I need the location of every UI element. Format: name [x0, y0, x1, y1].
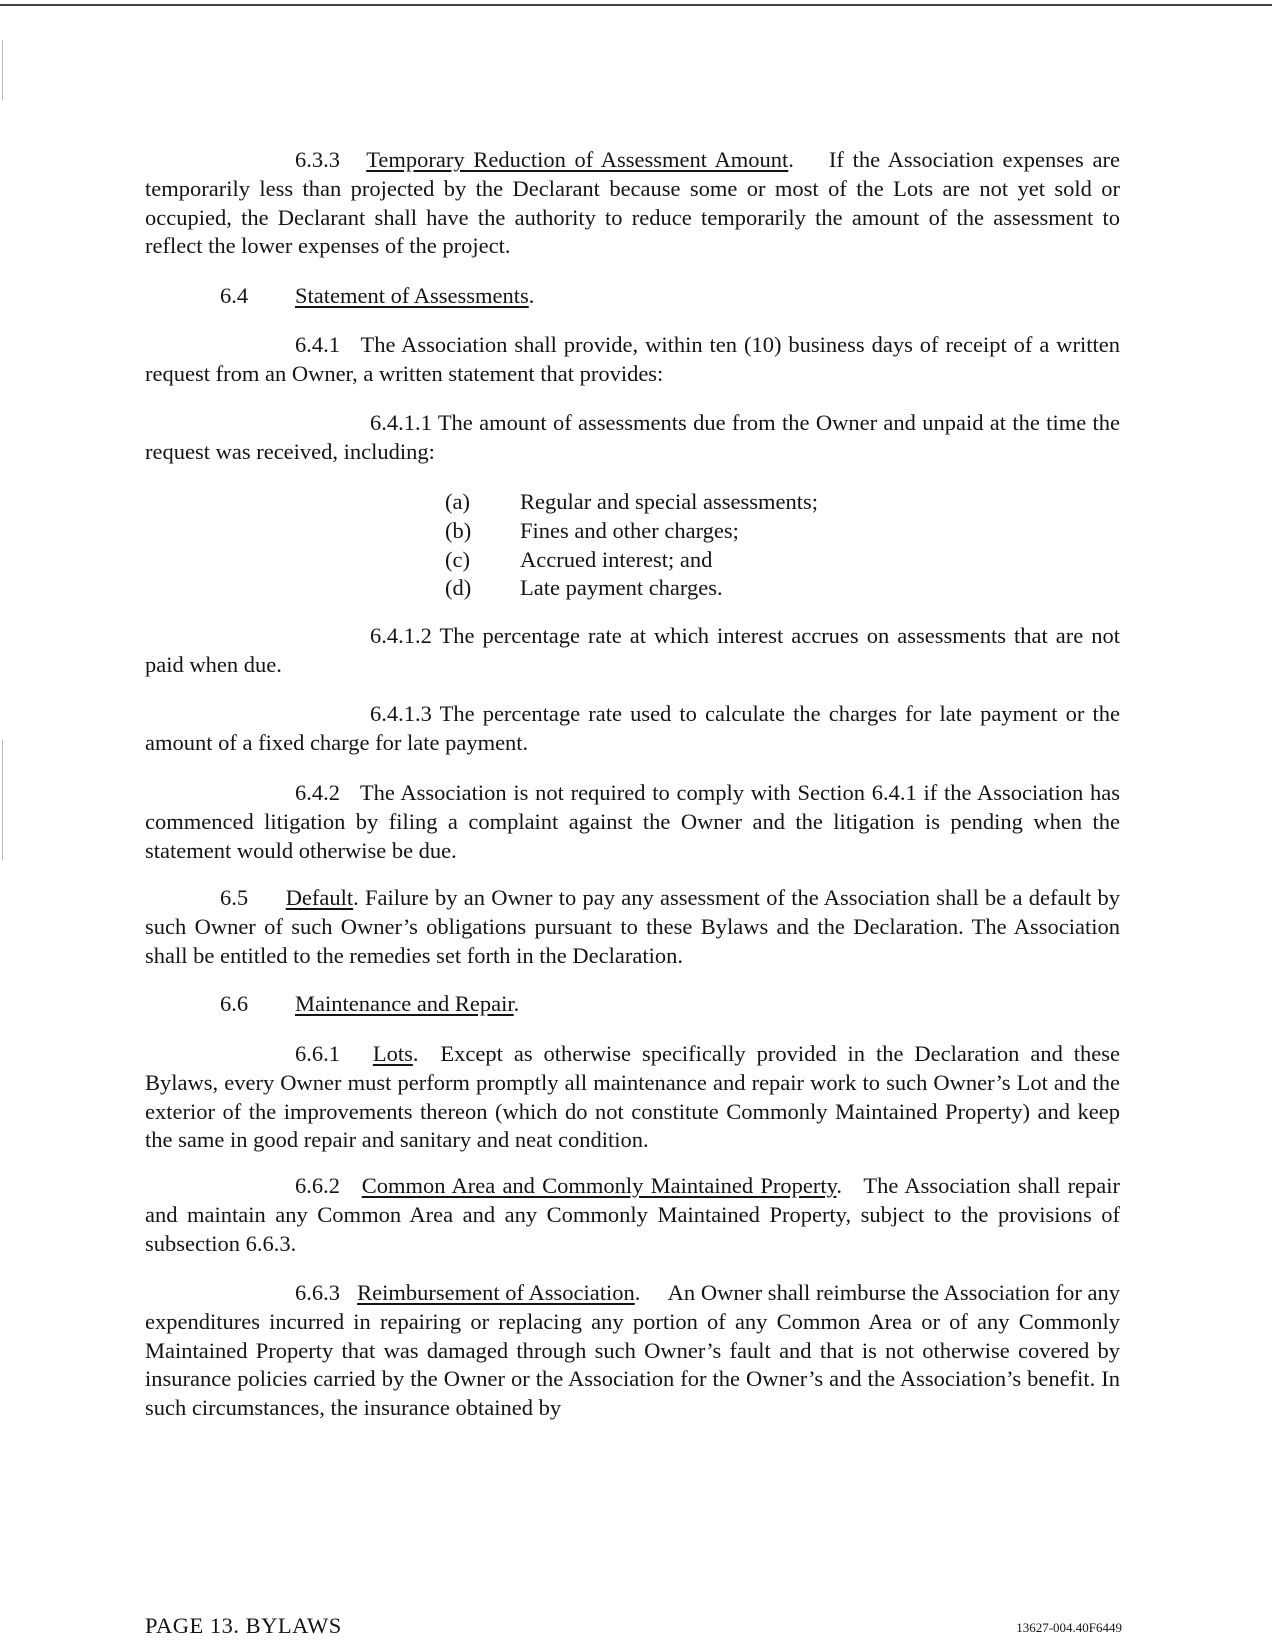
section-body: An Owner shall reimburse the Association for any expenditures incurred in repairing or replacing any portion of any Common Area or of any Commonly Maintained Property that was damaged through such Owner’s fault and that is not otherwise covered by insurance policies carried by the Owner or the Association for the Owner’s and the Association’s benefit. In such circumstances, the insurance obtained by — [145, 1280, 1121, 1421]
section-6-6-2 — [145, 1172, 1120, 1258]
paragraph — [145, 779, 1120, 865]
list-item-label: (d) — [445, 575, 472, 601]
section-number: 6.4.1 — [295, 332, 340, 357]
section-6-4-1 — [145, 331, 1120, 389]
section-6-5 — [145, 884, 1120, 970]
section-number: 6.4.1.2 — [370, 623, 432, 648]
section-number: 6.3.3 — [295, 147, 340, 172]
section-body: The Association shall repair and maintain any Common Area and any Commonly Maintained Property, subject to the provisions of subsection 6.6.3. — [145, 1173, 1121, 1256]
section-body: The percentage rate used to calculate the charges for late payment or the amount of a fixed charge for late payment. — [145, 701, 1121, 755]
section-6-3-3 — [145, 146, 1120, 261]
list-item-text: Accrued interest; and — [520, 546, 713, 572]
section-title: Statement of Assessments — [295, 283, 529, 308]
section-6-4-heading: 6.4 Statement of Assessments. — [220, 283, 535, 308]
page-footer-label: PAGE 13. BYLAWS — [145, 1613, 342, 1638]
section-6-4-1-1 — [145, 409, 1120, 467]
section-number: 6.4.1.1 — [370, 410, 432, 435]
section-6-4-1-3 — [145, 700, 1120, 758]
section-6-6-3 — [145, 1279, 1120, 1423]
paragraph: 6.6.1 Lots. Except as otherwise specifically provided in the Declaration and these Bylaws, every Owner must perform promptly all maintenance and repair work to such Owner’s Lot and the exterior of the improvements thereon (which do not constitute Commonly Maintained Property) and keep the same in good repair and sanitary and neat condition. — [145, 1041, 1120, 1153]
section-number: 6.4 — [220, 283, 249, 308]
scan-edge-left — [2, 740, 3, 860]
paragraph — [145, 622, 1120, 680]
list-item-text: Regular and special assessments; — [520, 489, 819, 514]
list-item-label: (c) — [445, 546, 470, 572]
scan-edge-top — [0, 4, 1272, 6]
scan-edge-left — [2, 40, 3, 100]
paragraph — [145, 700, 1120, 758]
section-6-4-2 — [145, 779, 1120, 865]
list-item — [445, 488, 818, 517]
list-item-text: Fines and other charges; — [520, 517, 739, 543]
assessment-list — [445, 488, 818, 603]
section-6-6-heading: 6.6 Maintenance and Repair. — [220, 991, 520, 1016]
paragraph: 6.3.3 Temporary Reduction of Assessment Amount. If the Association expenses are temporarily less than projected by the Declarant because some or most of the Lots are not yet sold or occupied, the Declarant shall have the authority to reduce temporarily the amount of the assessment to reflect the lower expenses of the project. — [145, 147, 1120, 259]
document-code: 13627-004.40F6449 — [1016, 1620, 1122, 1635]
section-title: Lots — [372, 1041, 413, 1066]
paragraph — [145, 331, 1120, 389]
paragraph: 6.6.3 Reimbursement of Association. An Owner shall reimburse the Association for any expenditures incurred in repairing or replacing any portion of any Common Area or of any Commonly Maintained Property that was damaged through such Owner’s fault and that is not otherwise covered by insurance policies carried by the Owner or the Association for the Owner’s and the Association’s benefit. In such circumstances, the insurance obtained by — [145, 1280, 1121, 1421]
section-body: The Association is not required to comply with Section 6.4.1 if the Association has commenced litigation by filing a complaint against the Owner and the litigation is pending when the statement would otherwise be due. — [145, 780, 1120, 863]
section-title: Temporary Reduction of Assessment Amount — [366, 147, 789, 172]
section-title: Maintenance and Repair — [295, 991, 514, 1016]
section-body: Except as otherwise specifically provided in the Declaration and these Bylaws, every Owner must perform promptly all maintenance and repair work to such Owner’s Lot and the exterior of the improvements thereon (which do not constitute Commonly Maintained Property) and keep the same in good repair and sanitary and neat condition. — [145, 1041, 1120, 1153]
section-title: Reimbursement of Association — [357, 1280, 635, 1305]
section-body: If the Association expenses are temporarily less than projected by the Declarant because some or most of the Lots are not yet sold or occupied, the Declarant shall have the authority to reduce temporarily the amount of the assessment to reflect the lower expenses of the project. — [145, 147, 1120, 259]
section-number: 6.5 — [220, 885, 249, 910]
list-item-label: (a) — [445, 489, 470, 514]
section-6-4-1-2 — [145, 622, 1120, 680]
section-body: Failure by an Owner to pay any assessment of the Association shall be a default by such Owner of such Owner’s obligations pursuant to these Bylaws and the Declaration. The Association shall be entitled to the remedies set forth in the Declaration. — [145, 885, 1121, 968]
paragraph: 6.5 Default. Failure by an Owner to pay any assessment of the Association shall be a default by such Owner of such Owner’s obligations pursuant to these Bylaws and the Declaration. The Association shall be entitled to the remedies set forth in the Declaration. — [145, 885, 1121, 968]
section-number: 6.4.1.3 — [370, 701, 432, 726]
section-number: 6.4.2 — [295, 780, 340, 805]
section-number: 6.6 — [220, 991, 249, 1016]
list-item-label: (b) — [445, 517, 472, 543]
paragraph — [145, 409, 1120, 467]
section-number: 6.6.3 — [295, 1280, 340, 1305]
section-body: The amount of assessments due from the Owner and unpaid at the time the request was received, including: — [145, 410, 1121, 464]
section-body: The Association shall provide, within ten (10) business days of receipt of a written request from an Owner, a written statement that provides: — [145, 332, 1121, 386]
section-6-6-1 — [145, 1040, 1120, 1155]
list-item — [445, 574, 818, 603]
list-item-text: Late payment charges. — [520, 575, 723, 601]
list-item — [445, 546, 818, 575]
section-body: The percentage rate at which interest accrues on assessments that are not paid when due. — [145, 623, 1121, 677]
section-number: 6.6.1 — [295, 1041, 340, 1066]
list-item — [445, 517, 818, 546]
paragraph: 6.6.2 Common Area and Commonly Maintained Property. The Association shall repair and maintain any Common Area and any Commonly Maintained Property, subject to the provisions of subsection 6.6.3. — [145, 1173, 1121, 1256]
section-number: 6.6.2 — [295, 1173, 340, 1198]
section-title: Default — [285, 885, 354, 910]
section-title: Common Area and Commonly Maintained Property — [361, 1173, 837, 1198]
